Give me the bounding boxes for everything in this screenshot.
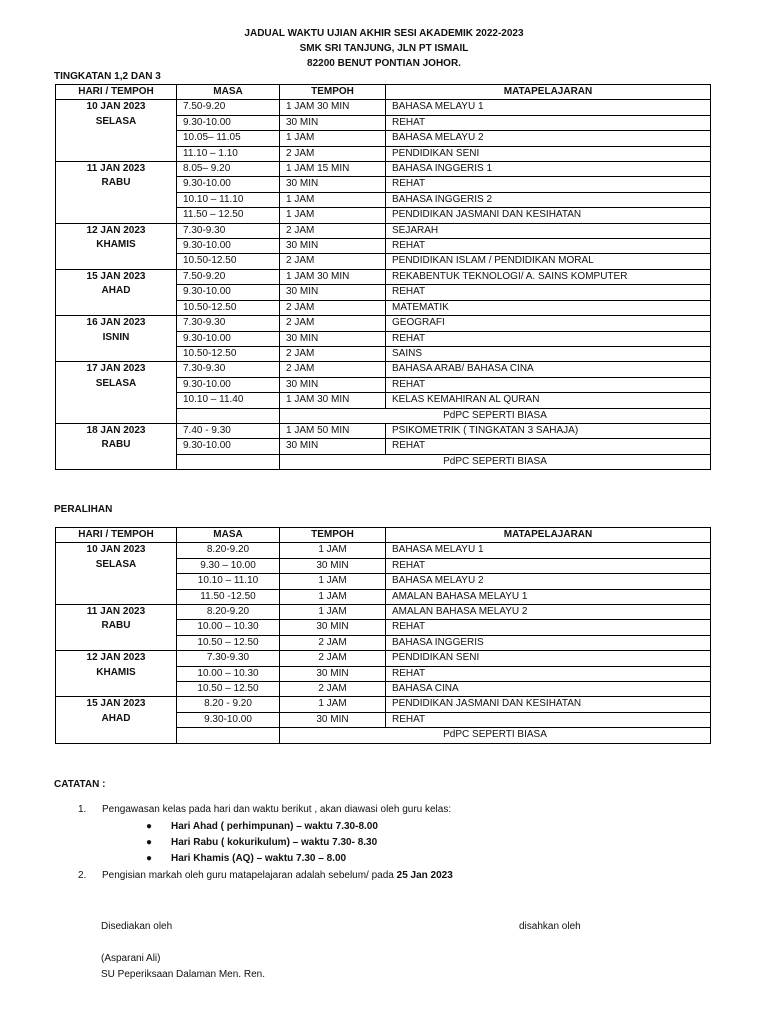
day-cell <box>56 269 177 315</box>
duration-cell: 30 MIN <box>280 620 386 635</box>
duration-cell: 30 MIN <box>280 666 386 681</box>
day-date: 10 JAN 2023 <box>86 101 146 113</box>
signatory-name: (Asparani Ali) <box>101 953 161 964</box>
duration-cell: 1 JAM 30 MIN <box>280 393 386 408</box>
duration-cell: 1 JAM <box>280 131 386 146</box>
time-cell: 7.30-9.30 <box>177 362 280 377</box>
subject-cell: KELAS KEMAHIRAN AL QURAN <box>386 393 711 408</box>
time-cell: 8.20 - 9.20 <box>177 697 280 712</box>
time-cell: 9.30 – 10.00 <box>177 558 280 573</box>
duration-cell: 2 JAM <box>280 223 386 238</box>
subject-cell: BAHASA MELAYU 1 <box>386 100 711 115</box>
notes-title: CATATAN : <box>54 779 106 790</box>
subject-cell: REHAT <box>386 285 711 300</box>
day-date: 18 JAN 2023 <box>86 424 146 436</box>
duration-cell: 30 MIN <box>280 712 386 727</box>
table-row <box>56 269 711 284</box>
subject-cell: MATEMATIK <box>386 300 711 315</box>
note-number: 1. <box>78 804 87 815</box>
duration-cell: 2 JAM <box>280 635 386 650</box>
subject-cell: AMALAN BAHASA MELAYU 1 <box>386 589 711 604</box>
duration-cell: 2 JAM <box>280 362 386 377</box>
day-cell <box>56 543 177 605</box>
col-header-subject: MATAPELAJARAN <box>386 528 711 543</box>
day-name: SELASA <box>95 377 137 389</box>
day-cell <box>56 697 177 743</box>
time-cell: 10.50-12.50 <box>177 254 280 269</box>
day-cell <box>56 162 177 224</box>
time-cell: 10.00 – 10.30 <box>177 666 280 681</box>
timetable-forms-1-3 <box>55 84 711 470</box>
duration-cell: 30 MIN <box>280 239 386 254</box>
note-number: 2. <box>78 870 87 881</box>
day-cell <box>56 651 177 697</box>
table-row <box>56 605 711 620</box>
time-cell: 10.50 – 12.50 <box>177 682 280 697</box>
subject-cell: REHAT <box>386 666 711 681</box>
duration-cell: 30 MIN <box>280 377 386 392</box>
subject-cell: BAHASA MELAYU 2 <box>386 574 711 589</box>
subject-cell: BAHASA MELAYU 1 <box>386 543 711 558</box>
subject-cell: PdPC SEPERTI BIASA <box>280 454 711 469</box>
table-header-row <box>56 85 711 100</box>
duration-cell: 2 JAM <box>280 682 386 697</box>
duration-cell: 1 JAM <box>280 543 386 558</box>
subject-cell: BAHASA INGGERIS 2 <box>386 192 711 207</box>
day-date: 12 JAN 2023 <box>86 652 146 664</box>
day-name: KHAMIS <box>96 239 136 251</box>
day-name: RABU <box>101 177 131 189</box>
day-name: KHAMIS <box>96 666 136 678</box>
subject-cell: REHAT <box>386 712 711 727</box>
section1-label: TINGKATAN 1,2 DAN 3 <box>54 71 161 82</box>
time-cell: 11.50 -12.50 <box>177 589 280 604</box>
subject-cell: REHAT <box>386 439 711 454</box>
subject-cell: REHAT <box>386 331 711 346</box>
duration-cell: 30 MIN <box>280 177 386 192</box>
signatory-position: SU Peperiksaan Dalaman Men. Ren. <box>101 969 265 980</box>
subject-cell: PENDIDIKAN JASMANI DAN KESIHATAN <box>386 697 711 712</box>
table-row <box>56 362 711 377</box>
duration-cell: 1 JAM <box>280 589 386 604</box>
note-bullet <box>146 837 377 848</box>
day-cell <box>56 100 177 162</box>
day-name: ISNIN <box>102 331 130 343</box>
time-cell: 8.20-9.20 <box>177 605 280 620</box>
subject-cell: PdPC SEPERTI BIASA <box>280 728 711 743</box>
day-name: RABU <box>101 620 131 632</box>
day-date: 16 JAN 2023 <box>86 317 146 329</box>
day-name: RABU <box>101 439 131 451</box>
subject-cell: BAHASA ARAB/ BAHASA CINA <box>386 362 711 377</box>
subject-cell: PENDIDIKAN ISLAM / PENDIDIKAN MORAL <box>386 254 711 269</box>
note-bullet <box>146 853 346 864</box>
duration-cell: 1 JAM 30 MIN <box>280 100 386 115</box>
timetable-peralihan <box>55 527 711 744</box>
table-row <box>56 543 711 558</box>
duration-cell: 2 JAM <box>280 651 386 666</box>
subject-cell: BAHASA MELAYU 2 <box>386 131 711 146</box>
time-cell: 8.05– 9.20 <box>177 162 280 177</box>
note-text: Pengisian markah oleh guru matapelajaran adalah sebelum/ pada <box>102 870 397 881</box>
col-header-time: MASA <box>177 528 280 543</box>
duration-cell: 30 MIN <box>280 331 386 346</box>
subject-cell: REHAT <box>386 377 711 392</box>
day-date: 15 JAN 2023 <box>86 698 146 710</box>
time-cell: 7.40 - 9.30 <box>177 423 280 438</box>
time-cell: 10.05– 11.05 <box>177 131 280 146</box>
time-cell: 10.00 – 10.30 <box>177 620 280 635</box>
table-row <box>56 423 711 438</box>
day-date: 17 JAN 2023 <box>86 363 146 375</box>
table-header-row <box>56 528 711 543</box>
note-item-1 <box>78 804 451 815</box>
duration-cell: 2 JAM <box>280 346 386 361</box>
day-date: 11 JAN 2023 <box>86 163 146 175</box>
subject-cell: REHAT <box>386 620 711 635</box>
day-date: 12 JAN 2023 <box>86 224 146 236</box>
col-header-subject: MATAPELAJARAN <box>386 85 711 100</box>
subject-cell: AMALAN BAHASA MELAYU 2 <box>386 605 711 620</box>
time-cell: 7.30-9.30 <box>177 651 280 666</box>
duration-cell: 1 JAM <box>280 697 386 712</box>
time-cell: 10.50 – 12.50 <box>177 635 280 650</box>
time-cell <box>177 454 280 469</box>
header-address: 82200 BENUT PONTIAN JOHOR. <box>307 58 461 69</box>
time-cell: 9.30-10.00 <box>177 439 280 454</box>
time-cell: 8.20-9.20 <box>177 543 280 558</box>
approved-by-label: disahkan oleh <box>519 921 581 932</box>
subject-cell: SAINS <box>386 346 711 361</box>
duration-cell: 2 JAM <box>280 316 386 331</box>
duration-cell: 30 MIN <box>280 285 386 300</box>
time-cell: 11.50 – 12.50 <box>177 208 280 223</box>
time-cell: 10.50-12.50 <box>177 300 280 315</box>
time-cell <box>177 728 280 743</box>
day-cell <box>56 316 177 362</box>
duration-cell: 30 MIN <box>280 439 386 454</box>
day-name: SELASA <box>95 558 137 570</box>
bullet-dot-icon: ● <box>146 821 153 832</box>
time-cell: 10.10 – 11.40 <box>177 393 280 408</box>
subject-cell: PSIKOMETRIK ( TINGKATAN 3 SAHAJA) <box>386 423 711 438</box>
time-cell: 9.30-10.00 <box>177 331 280 346</box>
bullet-dot-icon: ● <box>146 837 153 848</box>
day-date: 10 JAN 2023 <box>86 544 146 556</box>
time-cell: 10.50-12.50 <box>177 346 280 361</box>
time-cell: 7.30-9.30 <box>177 223 280 238</box>
note-text: Pengawasan kelas pada hari dan waktu berikut , akan diawasi oleh guru kelas: <box>102 804 452 815</box>
day-date: 15 JAN 2023 <box>86 270 146 282</box>
day-name: AHAD <box>101 712 131 724</box>
day-date: 11 JAN 2023 <box>86 606 146 618</box>
duration-cell: 1 JAM 50 MIN <box>280 423 386 438</box>
document-header <box>0 26 768 71</box>
subject-cell: REHAT <box>386 115 711 130</box>
time-cell: 7.30-9.30 <box>177 316 280 331</box>
subject-cell: REKABENTUK TEKNOLOGI/ A. SAINS KOMPUTER <box>386 269 711 284</box>
day-cell <box>56 362 177 424</box>
bullet-text: Hari Rabu ( kokurikulum) – waktu 7.30- 8.30 <box>171 837 378 848</box>
table-row <box>56 651 711 666</box>
time-cell: 9.30-10.00 <box>177 377 280 392</box>
header-title: JADUAL WAKTU UJIAN AKHIR SESI AKADEMIK 2022-2023 <box>244 28 524 39</box>
subject-cell: REHAT <box>386 177 711 192</box>
col-header-duration: TEMPOH <box>280 528 386 543</box>
duration-cell: 1 JAM <box>280 192 386 207</box>
time-cell: 11.10 – 1.10 <box>177 146 280 161</box>
time-cell: 9.30-10.00 <box>177 115 280 130</box>
col-header-time: MASA <box>177 85 280 100</box>
note-item-2 <box>78 870 453 881</box>
day-name: SELASA <box>95 115 137 127</box>
subject-cell: PENDIDIKAN JASMANI DAN KESIHATAN <box>386 208 711 223</box>
subject-cell: REHAT <box>386 558 711 573</box>
duration-cell: 1 JAM <box>280 208 386 223</box>
duration-cell: 1 JAM <box>280 605 386 620</box>
time-cell: 10.10 – 11.10 <box>177 192 280 207</box>
duration-cell: 1 JAM 30 MIN <box>280 269 386 284</box>
subject-cell: PENDIDIKAN SENI <box>386 651 711 666</box>
prepared-by-label: Disediakan oleh <box>101 921 173 932</box>
duration-cell: 1 JAM <box>280 574 386 589</box>
note-bullet <box>146 821 378 832</box>
day-name: AHAD <box>101 285 131 297</box>
duration-cell: 1 JAM 15 MIN <box>280 162 386 177</box>
day-cell <box>56 605 177 651</box>
time-cell: 9.30-10.00 <box>177 239 280 254</box>
subject-cell: PdPC SEPERTI BIASA <box>280 408 711 423</box>
time-cell: 10.10 – 11.10 <box>177 574 280 589</box>
subject-cell: SEJARAH <box>386 223 711 238</box>
table-row <box>56 316 711 331</box>
day-cell <box>56 223 177 269</box>
duration-cell: 2 JAM <box>280 300 386 315</box>
duration-cell: 2 JAM <box>280 254 386 269</box>
duration-cell: 2 JAM <box>280 146 386 161</box>
day-cell <box>56 423 177 469</box>
table-row <box>56 223 711 238</box>
bullet-dot-icon: ● <box>146 853 153 864</box>
time-cell: 7.50-9.20 <box>177 269 280 284</box>
col-header-day: HARI / TEMPOH <box>56 85 177 100</box>
subject-cell: BAHASA INGGERIS <box>386 635 711 650</box>
subject-cell: BAHASA CINA <box>386 682 711 697</box>
duration-cell: 30 MIN <box>280 115 386 130</box>
time-cell: 7.50-9.20 <box>177 100 280 115</box>
subject-cell: PENDIDIKAN SENI <box>386 146 711 161</box>
table-row <box>56 697 711 712</box>
bullet-text: Hari Khamis (AQ) – waktu 7.30 – 8.00 <box>171 853 347 864</box>
subject-cell: REHAT <box>386 239 711 254</box>
time-cell: 9.30-10.00 <box>177 177 280 192</box>
bullet-text: Hari Ahad ( perhimpunan) – waktu 7.30-8.00 <box>171 821 378 832</box>
time-cell: 9.30-10.00 <box>177 285 280 300</box>
table-row <box>56 100 711 115</box>
header-school: SMK SRI TANJUNG, JLN PT ISMAIL <box>299 43 469 54</box>
section2-label: PERALIHAN <box>54 504 113 515</box>
duration-cell: 30 MIN <box>280 558 386 573</box>
table-row <box>56 162 711 177</box>
subject-cell: BAHASA INGGERIS 1 <box>386 162 711 177</box>
col-header-duration: TEMPOH <box>280 85 386 100</box>
col-header-day: HARI / TEMPOH <box>56 528 177 543</box>
time-cell: 9.30-10.00 <box>177 712 280 727</box>
note-deadline: 25 Jan 2023 <box>396 870 453 881</box>
subject-cell: GEOGRAFI <box>386 316 711 331</box>
time-cell <box>177 408 280 423</box>
